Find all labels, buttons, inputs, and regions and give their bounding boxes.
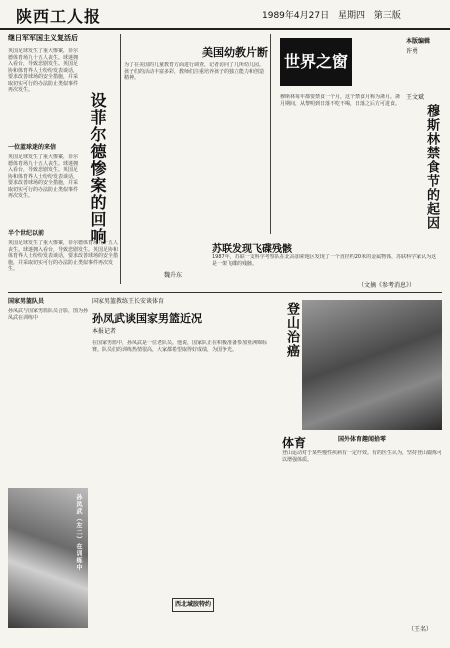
kicker: 国家男篮教练王长安谈体育 <box>92 298 165 305</box>
article-body-3: 英国足球发生了重大惨案，菲尔德体育场九十五人丧生。球迷拥入看台，导致悲剧发生。英国足协和体育界人士纷纷发表谈话，要求改善球场的安全措施，并采取切实可行的办法防止类似事件再次发生。 <box>8 240 118 272</box>
article-body: 登山运动对于某些慢性疾病有一定疗效。有的医生认为，坚持登山锻炼可以增强体质。 <box>282 450 442 463</box>
article-body: 为了在美国的儿童教育方面进行调查，记者访问了几所幼儿园。孩子们的活动丰富多彩，教师们注重培养孩子的独立能力和创造精神。 <box>124 62 265 81</box>
bottom-right-section <box>278 298 444 638</box>
author: 王文斌 <box>406 94 425 101</box>
editor-name: 许勇 <box>406 48 419 55</box>
column-divider <box>270 34 271 234</box>
dateline <box>262 8 401 21</box>
article-body: 英国足球发生了重大惨案，菲尔德体育场九十五人丧生。球迷拥入看台，导致悲剧发生。英国足协和体育界人士纷纷发表谈话，要求改善球场的安全措施，并采取切实可行的办法防止类似事件再次发生。 <box>8 48 79 93</box>
masthead <box>0 0 450 30</box>
intro-line: 继日军军国主义复活后 <box>8 34 78 42</box>
article-headline: 苏联发现飞碟残骸 <box>212 244 292 255</box>
article-headline: 设菲尔德惨案的回响 <box>88 92 107 245</box>
world-window-section <box>274 34 444 234</box>
bottom-left-section <box>8 298 88 638</box>
section-divider <box>8 292 442 293</box>
sub-column: 西北域胶特约 <box>172 598 214 612</box>
caption-text: 孙凤武与国家男篮队员合影，图为孙凤武在训练中 <box>8 308 88 321</box>
credit: 魏升东 <box>164 272 183 279</box>
article-headline: 登山治癌 <box>284 302 299 358</box>
article-body: 穆斯林每年都要禁食一个月，这个禁食月称为斋月。斋月期间，从黎明到日落不吃不喝，日落之后方可进食。 <box>280 94 401 107</box>
ufo-article <box>208 240 444 290</box>
basketball-photo <box>302 300 442 430</box>
article-headline: 穆斯林禁食节的起因 <box>424 104 439 230</box>
section-badge: 世界之窗 <box>280 38 352 86</box>
section-kicker: 体育 <box>282 436 307 450</box>
paper-name: 陕西工人报 <box>16 7 102 26</box>
date: 1989年4月27日 <box>262 11 330 21</box>
article-headline: 孙凤武谈国家男篮近况 <box>92 312 202 325</box>
subhead-2: 半个世纪以前 <box>8 230 45 237</box>
article-body: 1987年，苏联一支科学考察队在北高加索地区发现了一个直径约20米的金属物体，苏联科学家认为这是一架飞碟的残骸。 <box>212 254 437 267</box>
weekday: 星期四 <box>337 11 365 21</box>
byline: 本报记者 <box>92 328 117 335</box>
caption-head: 国家男篮队员 <box>8 298 45 305</box>
editor-label: 本版编辑 <box>406 38 431 45</box>
subhead-1: 一位蓝球迷的来信 <box>8 144 57 151</box>
left-article <box>8 34 118 289</box>
bottom-center-section <box>92 298 274 638</box>
photo-caption: 国外体育趣闻拾零 <box>338 436 387 443</box>
column-divider <box>120 34 121 284</box>
page-number: 第三版 <box>373 11 401 21</box>
footer-credit: （王名） <box>408 626 433 633</box>
article-body-2: 英国足球发生了重大惨案，菲尔德体育场九十五人丧生。球迷拥入看台，导致悲剧发生。英国足协和体育界人士纷纷发表谈话，要求改善球场的安全措施，并采取切实可行的办法防止类似事件再次发生。 <box>8 154 79 199</box>
article-headline: 美国幼教片断 <box>202 46 268 59</box>
source: （文摘《参考消息》） <box>358 282 416 289</box>
photo-caption: 孙凤武（左二）在训练中 <box>75 494 82 571</box>
article-body: 在国家男篮中，孙凤武是一位老队员。他说，国家队正在积极准备参加亚洲锦标赛。队员们的训练热情很高，大家都希望取得好成绩，为国争光。 <box>92 340 268 353</box>
